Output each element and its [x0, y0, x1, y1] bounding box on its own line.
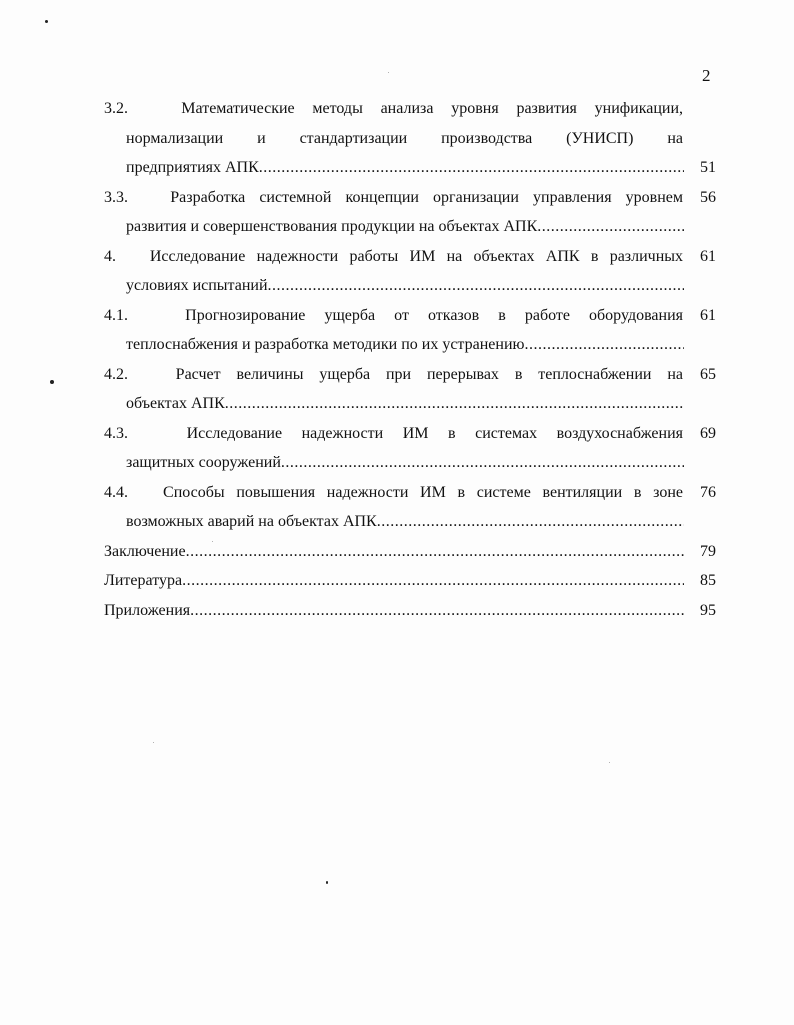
- scan-speck: [153, 742, 154, 743]
- toc-entry-3-2: [104, 94, 716, 183]
- dot-leader: [182, 566, 684, 596]
- scan-speck: [609, 762, 610, 763]
- dot-leader: [259, 153, 684, 183]
- toc-entry-page: 95: [700, 601, 716, 619]
- toc-entry-page: 85: [700, 572, 716, 589]
- dot-leader: [524, 330, 684, 360]
- toc-entry-4-3: [104, 419, 716, 478]
- toc-entry-line: [104, 566, 684, 596]
- toc-entry-title-line: Приложения: [104, 601, 191, 619]
- toc-entry-4-1: [104, 301, 716, 360]
- toc-entry-page: 51: [700, 159, 716, 176]
- toc-entry-page: 65: [700, 365, 716, 383]
- toc-entry-title-line: нормализации и стандартизации производства (УНИСП) на: [126, 129, 683, 147]
- toc-entry-line: [104, 419, 683, 449]
- toc-entry-page: 79: [700, 542, 716, 560]
- toc-entry-title-line: Литература: [104, 572, 183, 589]
- toc-entry-number: 4.: [104, 247, 139, 265]
- toc-entry-line: [104, 596, 684, 626]
- toc-entry-number: 4.3.: [104, 424, 168, 442]
- toc-entry-line: [104, 448, 684, 478]
- toc-entry-line: [104, 183, 683, 213]
- toc-entry-page: 61: [700, 247, 716, 265]
- toc-entry-page: 76: [700, 483, 716, 501]
- toc-entry-title-line: условиях испытаний: [126, 277, 268, 294]
- toc-entry-line: [104, 301, 683, 331]
- table-of-contents: [104, 94, 716, 625]
- toc-entry-number: 4.2.: [104, 365, 160, 383]
- toc-entry-number: 3.3.: [104, 188, 157, 206]
- toc-entry-title-line: Расчет величины ущерба при перерывах в теплоснабжении на: [175, 365, 683, 383]
- dot-leader: [225, 389, 684, 419]
- dot-leader: [537, 212, 684, 242]
- toc-entry-number: 4.4.: [104, 483, 152, 501]
- toc-entry-title-line: защитных сооружений: [126, 454, 281, 471]
- scan-speck: [388, 72, 389, 73]
- toc-entry-line: [104, 94, 683, 124]
- dot-leader: [377, 507, 684, 537]
- toc-entry-line: [104, 212, 684, 242]
- toc-entry-title-line: Исследование надежности ИМ в системах воздухоснабжения: [186, 424, 683, 442]
- toc-entry-number: 3.2.: [104, 100, 164, 117]
- toc-entry-line: [104, 153, 684, 183]
- toc-entry-line: [104, 124, 683, 154]
- toc-entry-title-line: Заключение: [104, 542, 186, 560]
- toc-entry-title-line: Математические методы анализа уровня развития унификации,: [181, 100, 684, 117]
- toc-entry-page: 69: [700, 424, 716, 442]
- toc-entry-title-line: Способы повышения надежности ИМ в системе вентиляции в зоне: [163, 483, 684, 501]
- toc-entry-line: [104, 507, 684, 537]
- page-number: 2: [702, 66, 711, 85]
- scan-speck: [212, 541, 213, 542]
- toc-entry-line: [104, 242, 683, 272]
- toc-entry-line: [104, 271, 684, 301]
- toc-entry-title-line: теплоснабжения и разработка методики по их устранению: [126, 336, 525, 353]
- dot-leader: [186, 537, 684, 567]
- toc-entry-line: [104, 478, 683, 508]
- toc-entry-page: 61: [700, 306, 716, 324]
- toc-entry-literature: [104, 566, 716, 596]
- toc-entry-number: 4.1.: [104, 306, 167, 324]
- toc-entry-page: 56: [700, 188, 716, 206]
- scan-speck: [326, 881, 328, 884]
- toc-entry-conclusion: [104, 537, 716, 567]
- scan-speck: [50, 380, 54, 384]
- toc-entry-title-line: развития и совершенствования продукции на объектах АПК: [126, 218, 538, 235]
- toc-entry-title-line: возможных аварий на объектах АПК: [126, 513, 377, 530]
- dot-leader: [281, 448, 684, 478]
- toc-entry-4-4: [104, 478, 716, 537]
- dot-leader: [190, 596, 684, 626]
- toc-entry-appendices: [104, 596, 716, 626]
- toc-entry-title-line: Разработка системной концепции организации управления уровнем: [170, 188, 684, 206]
- dot-leader: [268, 271, 684, 301]
- toc-entry-title-line: Прогнозирование ущерба от отказов в работе оборудования: [185, 306, 684, 324]
- toc-entry-title-line: Исследование надежности работы ИМ на объектах АПК в различных: [149, 247, 684, 265]
- toc-entry-line: [104, 389, 684, 419]
- toc-entry-line: [104, 537, 684, 567]
- toc-entry-4: [104, 242, 716, 301]
- toc-entry-line: [104, 360, 683, 390]
- toc-entry-title-line: объектах АПК: [126, 395, 225, 412]
- toc-entry-3-3: [104, 183, 716, 242]
- toc-entry-4-2: [104, 360, 716, 419]
- scan-speck: [45, 20, 48, 23]
- toc-entry-title-line: предприятиях АПК: [126, 159, 259, 176]
- toc-entry-line: [104, 330, 684, 360]
